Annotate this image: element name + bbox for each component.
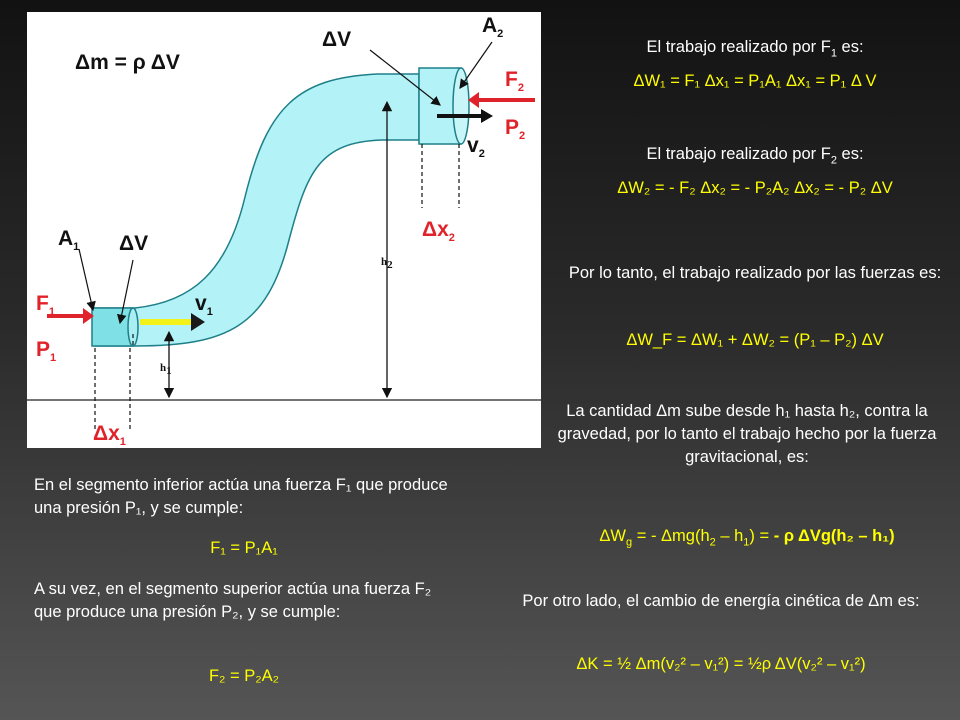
pipe-drawing — [27, 12, 541, 448]
dx2-label: $\Delta x_2$ — [422, 218, 455, 245]
work-f1-label: El trabajo realizado por $F_1$ es: — [646, 38, 864, 60]
P1-label: $P_1$ — [36, 338, 57, 365]
v1-label: $v_1$ — [195, 292, 213, 319]
f2-formula: F₂ = P₂A₂ — [208, 667, 280, 685]
dV-lower-label: ΔV — [119, 232, 149, 255]
F2-label: $F_2$ — [505, 68, 524, 95]
v2-arrowhead — [481, 109, 493, 123]
A1-label: $A_1$ — [58, 227, 80, 254]
pipe-diagram — [27, 12, 541, 448]
work-f2-label: El trabajo realizado por $F_2$ es: — [646, 145, 864, 167]
h1-label: $h_1$ — [160, 362, 172, 378]
segment-lower-text: En el segmento inferior actúa una fuerza F₁ que produce una presión P₁, y se cumple: — [34, 476, 448, 517]
kinetic-label: Por otro lado, el cambio de energía cinética de Δm es: — [522, 592, 920, 610]
kinetic-formula: ΔK = ½ Δm(v₂² – v₁²) = ½ρ ΔV(v₂² – v₁²) — [576, 655, 866, 673]
P2-label: $P_2$ — [505, 116, 526, 143]
A2-pointer — [460, 42, 492, 88]
gravity-formula: $\Delta W_g$ = - $\Delta mg(h_2 - h_1)$ = - ρ ΔVg(h₂ – h₁) — [599, 527, 895, 549]
h2-label: $h_2$ — [381, 256, 393, 272]
segment-upper-text: A su vez, en el segmento superior actúa una fuerza F₂ que produce una presión P₂, y se cumple: — [34, 580, 432, 621]
A1-pointer — [79, 249, 93, 310]
A2-label: $A_2$ — [482, 14, 504, 41]
lower-segment — [92, 308, 133, 346]
work-f2-formula: ΔW₂ = - F₂ Δx₂ = - P₂A₂ Δx₂ = - P₂ ΔV — [617, 179, 893, 197]
gravity-label: La cantidad Δm sube desde h₁ hasta h₂, contra la gravedad, por lo tanto el trabajo hecho por la fuerza gravitacional, es: — [557, 402, 937, 466]
pipe-body — [95, 74, 419, 346]
F1-label: $F_1$ — [36, 292, 55, 319]
total-work-label: Por lo tanto, el trabajo realizado por las fuerzas es: — [568, 264, 942, 282]
dx1-label: $\Delta x_1$ — [93, 422, 126, 449]
v2-label: $v_2$ — [467, 134, 485, 161]
f1-formula: F₁ = P₁A₁ — [210, 539, 278, 557]
lower-segment-end — [128, 308, 138, 346]
work-f1-formula: ΔW₁ = F₁ Δx₁ = P₁A₁ Δx₁ = P₁ Δ V — [633, 72, 877, 90]
total-work-formula: ΔW_F = ΔW₁ + ΔW₂ = (P₁ – P₂) ΔV — [626, 331, 884, 349]
mass-equation: Δm = ρ ΔV — [75, 51, 180, 74]
dV-upper-label: ΔV — [322, 28, 352, 51]
